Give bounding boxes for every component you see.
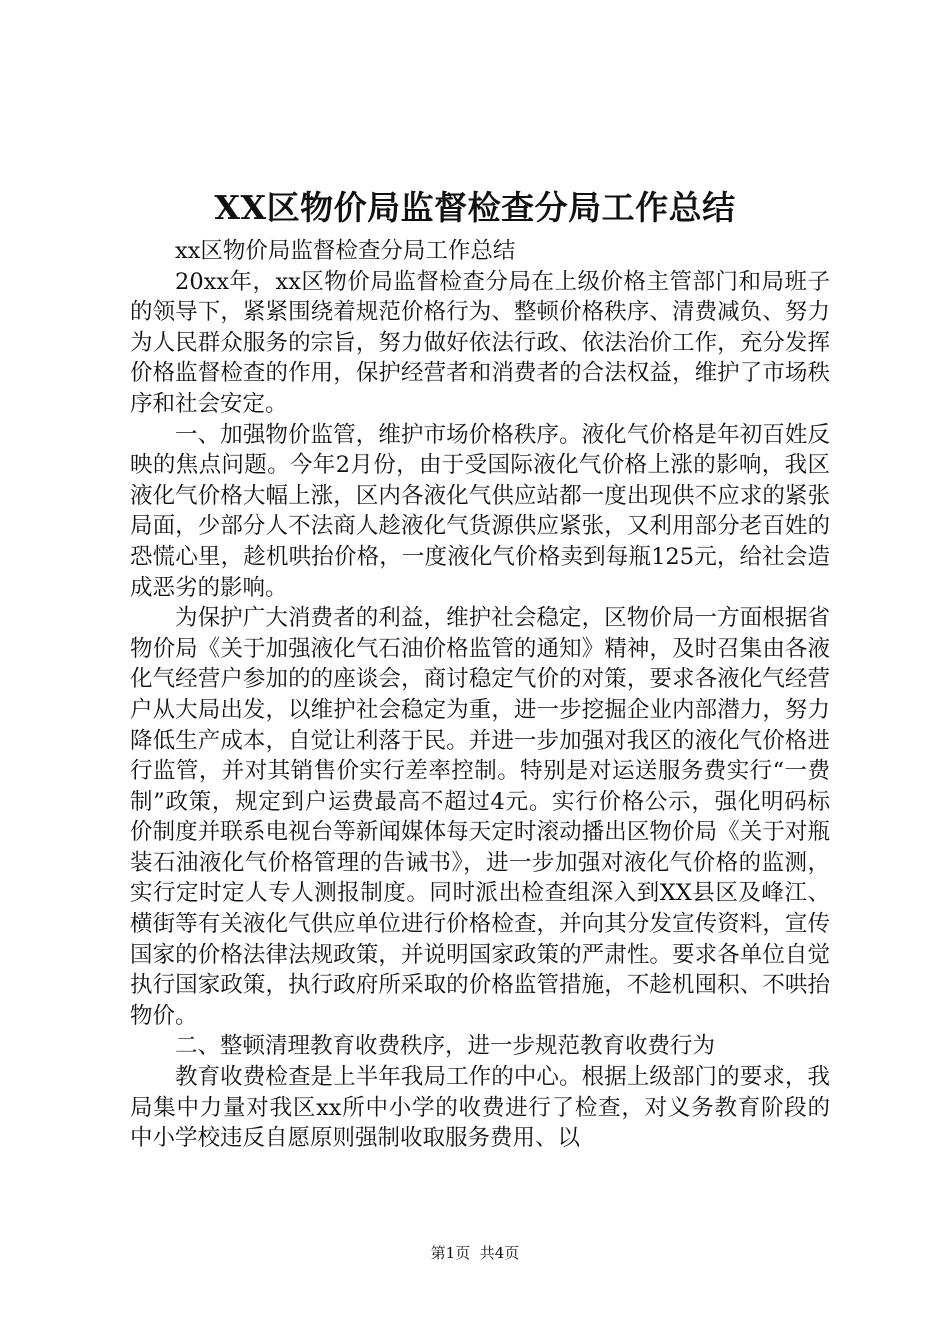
paragraph-subtitle: xx区物价局监督检查分局工作总结 bbox=[175, 238, 516, 264]
document-body bbox=[130, 236, 830, 1154]
page-number-current: 第1页 bbox=[430, 1244, 471, 1262]
footer-separator bbox=[470, 1244, 480, 1262]
paragraph-section-two-heading: 二、整顿清理教育收费秩序，进一步规范教育收费行为 bbox=[175, 1033, 716, 1060]
paragraph-measures: 为保护广大消费者的利益，维护社会稳定，区物价局一方面根据省物价局《关于加强液化气石油价格监管的通知》精神，及时召集由各液化气经营户参加的的座谈会，商讨稳定气价的对策，要求各液化气经营户从大局出发，以维护社会稳定为重，进一步挖掘企业内部潜力，努力降低生产成本，自觉让利落于民。并进一步加强对我区的液化气价格进行监管，并对其销售价实行差率控制。特别是对运送服务费实行“一费制”政策，规定到户运费最高不超过4元。实行价格公示，强化明码标价制度并联系电视台等新闻媒体每天定时滚动播出区物价局《关于对瓶装石油液化气价格管理的告诫书》，进一步加强对液化气价格的监测，实行定时定人专人测报制度。同时派出检查组深入到XX县区及峰江、横街等有关液化气供应单位进行价格检查，并向其分发宣传资料，宣传国家的价格法律法规政策，并说明国家政策的严肃性。要求各单位自觉执行国家政策，执行政府所采取的价格监管措施，不趁机囤积、不哄抬物价。 bbox=[130, 605, 830, 1029]
paragraph-education-fees: 教育收费检查是上半年我局工作的中心。根据上级部门的要求，我局集中力量对我区xx所中小学的收费进行了检查，对义务教育阶段的中小学校违反自愿原则强制收取服务费用、以 bbox=[130, 1064, 830, 1152]
page-footer bbox=[0, 1242, 950, 1264]
document-title: XX区物价局监督检查分局工作总结 bbox=[214, 188, 736, 227]
paragraph-section-one: 一、加强物价监管，维护市场价格秩序。液化气价格是年初百姓反映的焦点问题。今年2月份，由于受国际液化气价格上涨的影响，我区液化气价格大幅上涨，区内各液化气供应站都一度出现供不应求的紧张局面，少部分人不法商人趁液化气货源供应紧张，又利用部分老百姓的恐慌心里，趁机哄抬价格，一度液化气价格卖到每瓶125元，给社会造成恶劣的影响。 bbox=[130, 421, 830, 601]
paragraph-intro: 20xx年，xx区物价局监督检查分局在上级价格主管部门和局班子的领导下，紧紧围绕着规范价格行为、整顿价格秩序、清费减负、努力为人民群众服务的宗旨，努力做好依法行政、依法治价工作，充分发挥价格监督检查的作用，保护经营者和消费者的合法权益，维护了市场秩序和社会安定。 bbox=[130, 268, 830, 417]
page-number-total: 共4页 bbox=[479, 1244, 520, 1262]
